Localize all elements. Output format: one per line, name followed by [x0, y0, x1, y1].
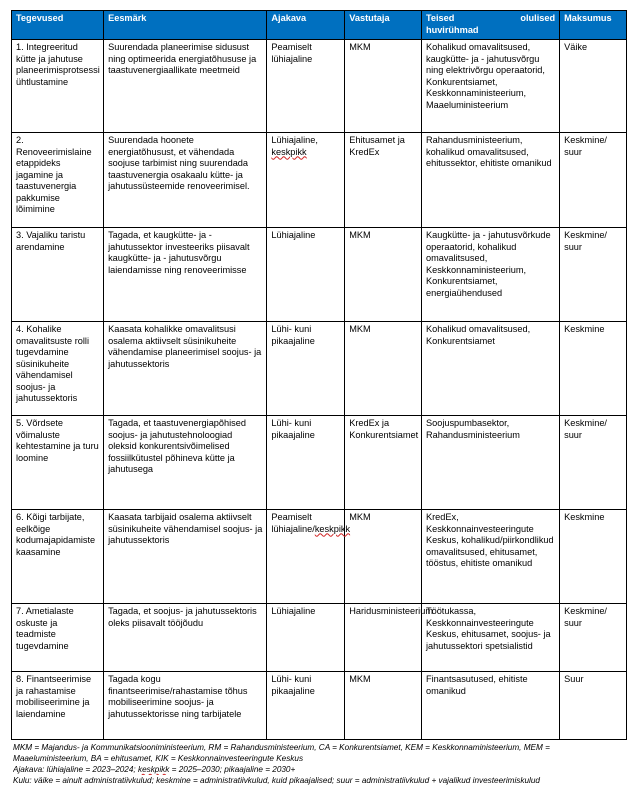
cell-tegevus: 7. Ametialaste oskuste ja teadmiste tugevdamine [12, 604, 104, 672]
cell-maksumus: Suur [560, 672, 627, 740]
table-row [12, 322, 627, 416]
cell-eesmark: Tagada kogu finantseerimise/rahastamise tõhus mobiliseerimine soojus- ja jahutussektorisse ning tarbijatele [104, 672, 267, 740]
cell-ajakava: Lühi- kuni pikaajaline [267, 416, 345, 510]
cell-eesmark: Tagada, et soojus- ja jahutussektoris oleks piisavalt tööjõudu [104, 604, 267, 672]
cell-vastutaja: MKM [345, 228, 422, 322]
cell-tegevus: 1. Integreeritud kütte ja jahutuse planeerimisprotsessi ühtlustamine [12, 40, 104, 133]
ajakava-part2: keskpikk [314, 523, 351, 534]
legend-line-2: Maaeluministeerium, BA = ehitusamet, KIK = Keskkonnainvesteeringute Keskus [13, 754, 304, 763]
header-huvigrupid [421, 11, 559, 40]
cell-huvigrupid: Kaugkütte- ja - jahutusvõrkude operaatorid, kohalikud omavalitsused, Keskkonnaministeerium, Konkurentsiamet, energiaühendused [421, 228, 559, 322]
cell-ajakava [267, 510, 351, 604]
cell-maksumus: Keskmine/ suur [560, 228, 627, 322]
cell-ajakava: Lühiajaline [267, 604, 345, 672]
ajakava-part1: Peamiselt lühiajaline/ [271, 512, 315, 534]
cell-eesmark: Kaasata kohalikke omavalitsusi osalema aktiivselt süsinikuheite vähendamise planeerimisel soojus- ja jahutussektoris [104, 322, 267, 416]
table-header-row [12, 11, 627, 40]
header-huvigrupid-part2: olulised [520, 13, 556, 23]
table-row [12, 416, 627, 510]
header-vastutaja: Vastutaja [345, 11, 422, 40]
cell-vastutaja: MKM [345, 40, 422, 133]
cell-maksumus: Keskmine/ suur [560, 416, 627, 510]
cell-huvigrupid: Rahandusministeerium, kohalikud omavalitsused, ehitussektor, ehitiste omanikud [421, 133, 559, 228]
table-row [12, 672, 627, 740]
cell-eesmark: Suurendada hoonete energiatõhusust, et vähendada soojuse tarbimist ning suurendada taastuvenergia osakaalu kütte- ja jahutussüsteemide renoveerimisel. [104, 133, 267, 228]
cell-vastutaja: Haridusministeerium [345, 604, 422, 672]
cell-maksumus: Väike [560, 40, 627, 133]
cell-huvigrupid: Töötukassa, Keskkonnainvesteeringute Keskus, ehitusamet, soojus- ja jahutussektori spetsialistid [421, 604, 559, 672]
table-row [12, 133, 627, 228]
cell-maksumus: Keskmine/ suur [560, 133, 627, 228]
cell-vastutaja: Ehitusamet ja KredEx [345, 133, 422, 228]
header-eesmark: Eesmärk [104, 11, 267, 40]
cell-huvigrupid: Finantsasutused, ehitiste omanikud [421, 672, 559, 740]
table-row [12, 228, 627, 322]
cell-vastutaja: KredEx ja Konkurentsiamet [345, 416, 422, 510]
cell-huvigrupid: KredEx, Keskkonnainvesteeringute Keskus, kohalikud/piirkondlikud omavalitsused, ehitusamet, tööstus, ehitiste omanikud [421, 510, 559, 604]
cell-tegevus: 4. Kohalike omavalitsuste rolli tugevdamine süsinikuheite vähendamisel soojus- ja jahutussektoris [12, 322, 104, 416]
table-legend [13, 742, 633, 786]
cell-tegevus: 2. Renoveerimislaine etappideks jagamine ja taastuvenergia pakkumise lõimimine [12, 133, 104, 228]
cell-ajakava: Lühiajaline [267, 228, 345, 322]
cell-eesmark: Suurendada planeerimise sidusust ning optimeerida energiatõhususe ja taastuvenergiaallikate meetmeid [104, 40, 267, 133]
ajakava-part2: keskpikk [271, 146, 307, 157]
legend-line-3 [13, 764, 633, 775]
legend-line-3-part3: = 2025–2030; pikaajaline = 2030+ [171, 765, 296, 774]
cell-tegevus: 8. Finantseerimise ja rahastamise mobiliseerimine ja laiendamine [12, 672, 104, 740]
cell-ajakava: Peamiselt lühiajaline [267, 40, 345, 133]
cell-ajakava: Lühi- kuni pikaajaline [267, 322, 345, 416]
cell-huvigrupid: Kohalikud omavalitsused, Konkurentsiamet [421, 322, 559, 416]
legend-line-4: Kulu: väike = ainult administratiivkulud; keskmine = administratiivkulud, kuid pikaajalised; suur = administratiivkulud + vajalikud investeerimiskulud [13, 776, 540, 785]
table-row [12, 40, 627, 133]
cell-huvigrupid: Soojuspumbasektor, Rahandusministeerium [421, 416, 559, 510]
header-tegevused: Tegevused [12, 11, 104, 40]
header-huvigrupid-part1: Teised [425, 13, 455, 23]
cell-ajakava: Lühi- kuni pikaajaline [267, 672, 345, 740]
cell-tegevus: 6. Kõigi tarbijate, eelkõige kodumajapidamiste kaasamine [12, 510, 104, 604]
legend-line-3-part1: Ajakava: lühiajaline = 2023–2024; [13, 765, 136, 774]
cell-maksumus: Keskmine/ suur [560, 604, 627, 672]
cell-eesmark: Kaasata tarbijaid osalema aktiivselt süsinikuheite vähendamisel soojus- ja jahutussektoris [104, 510, 267, 604]
legend-line-3-part2: keskpikk [137, 765, 170, 774]
cell-vastutaja: MKM [345, 322, 422, 416]
cell-eesmark: Tagada, et taastuvenergiapõhised soojus- ja jahutustehnoloogiad oleksid konkurentsivõimelised fossiilkütustel põhineva kütte ja jahutusega [104, 416, 267, 510]
cell-tegevus: 5. Võrdsete võimaluste kehtestamine ja turu loomine [12, 416, 104, 510]
cell-tegevus: 3. Vajaliku taristu arendamine [12, 228, 104, 322]
header-huvigrupid-part3: huvirühmad [425, 24, 479, 35]
header-maksumus: Maksumus [560, 11, 627, 40]
cell-maksumus: Keskmine [560, 322, 627, 416]
cell-vastutaja: MKM [345, 672, 422, 740]
table-row [12, 604, 627, 672]
cell-ajakava [267, 133, 345, 228]
ajakava-part1: Lühiajaline, [271, 135, 318, 145]
cell-huvigrupid: Kohalikud omavalitsused, kaugkütte- ja - jahutusvõrgu ning elektrivõrgu operaatorid, Konkurentsiamet, Keskkonnaministeerium, Maaeluministeerium [421, 40, 559, 133]
cell-eesmark: Tagada, et kaugkütte- ja - jahutussektor investeeriks piisavalt kaugkütte- ja - jahutusvõrgu laiendamisse ning renoveerimisse [104, 228, 267, 322]
measures-table [11, 10, 627, 740]
cell-vastutaja: MKM [345, 510, 422, 604]
legend-line-1: MKM = Majandus- ja Kommunikatsiooniministeerium, RM = Rahandusministeerium, CA = Konkurentsiamet, KEM = Keskkonnaministeerium, MEM = [13, 743, 550, 752]
cell-maksumus: Keskmine [560, 510, 627, 604]
table-row [12, 510, 627, 604]
header-ajakava: Ajakava [267, 11, 345, 40]
